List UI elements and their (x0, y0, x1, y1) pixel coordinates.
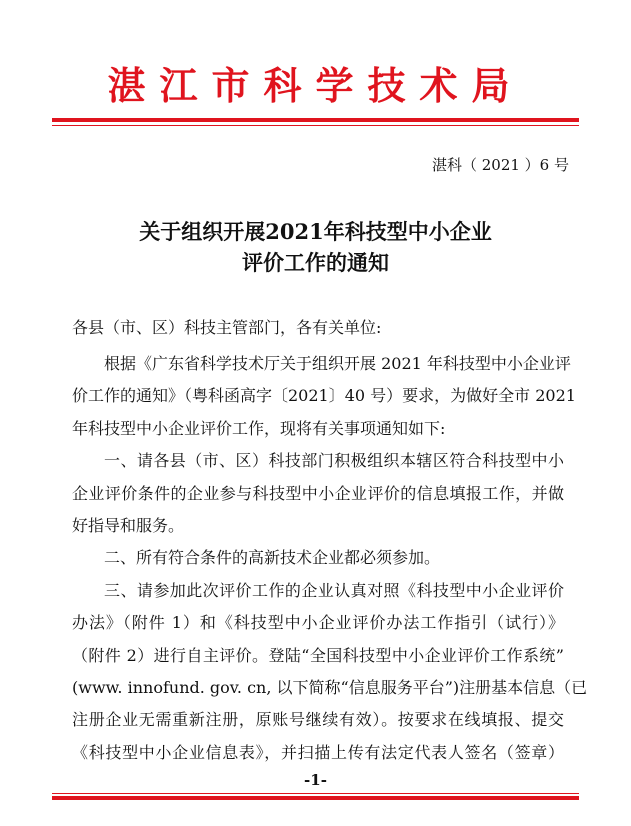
body-line: 价工作的通知》（粤科函高字〔2021〕40 号）要求，为做好全市 2021 (72, 386, 576, 406)
header-red-rule-thick (52, 118, 579, 122)
body-line: （附件 2）进行自主评价。登陆“全国科技型中小企业评价工作系统” (72, 645, 564, 665)
document-title-line-1: 关于组织开展2021年科技型中小企业 (139, 219, 492, 244)
body-line: 三、请参加此次评价工作的企业认真对照《科技型中小企业评价 (104, 580, 564, 600)
body-line: 注册企业无需重新注册，原账号继续有效）。按要求在线填报、提交 (72, 710, 564, 730)
body-line: 一、请各县（市、区）科技部门积极组织本辖区符合科技型中小 (104, 451, 564, 471)
salutation: 各县（市、区）科技主管部门，各有关单位: (72, 318, 382, 337)
document-title-line-2: 评价工作的通知 (242, 250, 389, 275)
body-line: 根据《广东省科学技术厅关于组织开展 2021 年科技型中小企业评 (104, 354, 571, 373)
footer-red-rule-thick (52, 796, 579, 800)
page-number: -1- (304, 771, 327, 789)
document-number: 湛科（ 2021 ）6 号 (431, 156, 569, 174)
footer-red-rule-thin (52, 793, 579, 794)
agency-header-title: 湛江市科学技术局 (107, 63, 524, 108)
body-line: 《科技型中小企业信息表》，并扫描上传有法定代表人签名（签章） (72, 742, 564, 762)
header-red-rule-thin (52, 125, 579, 126)
body-line: 年科技型中小企业评价工作，现将有关事项通知如下: (72, 418, 446, 438)
body-line: 好指导和服务。 (72, 515, 185, 535)
body-line: 企业评价条件的企业参与科技型中小企业评价的信息填报工作，并做 (72, 483, 564, 503)
document-body (72, 348, 588, 769)
body-line: 二、所有符合条件的高新技术企业都必须参加。 (104, 548, 441, 568)
body-line: 办法》（附件 1）和《科技型中小企业评价办法工作指引（试行）》 (72, 613, 564, 633)
body-line: (www. innofund. gov. cn, 以下简称“信息服务平台”)注册基本信息（已 (72, 677, 588, 697)
